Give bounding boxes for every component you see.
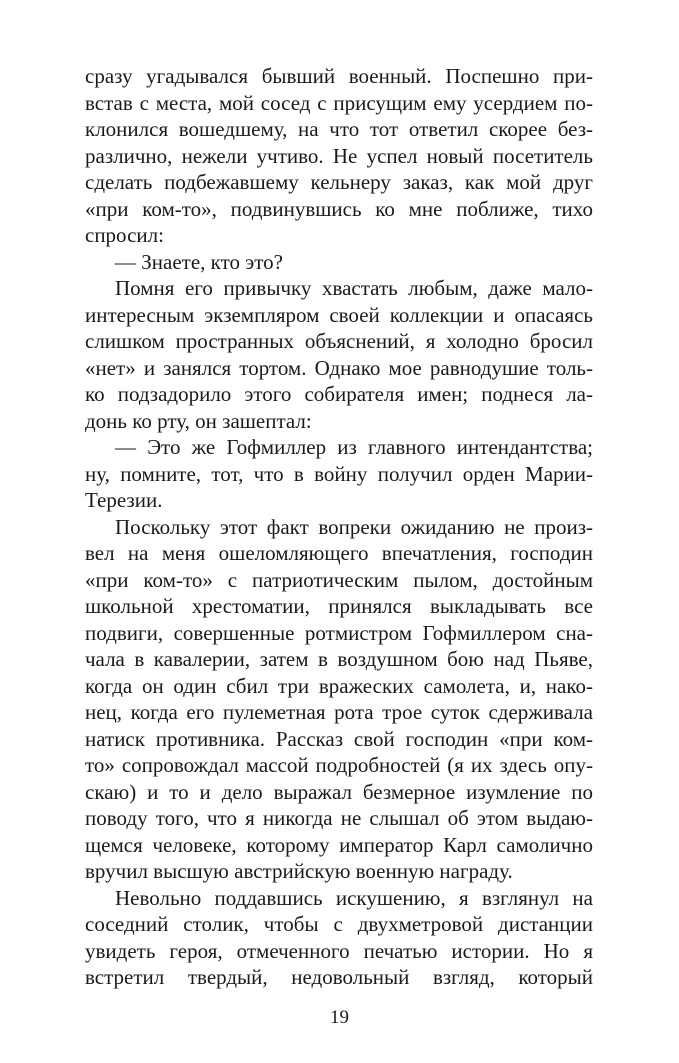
text-line: клонился вошедшему, на что тот ответил скорее без- [85,117,593,141]
text-line: спросил: [85,223,164,247]
text-line: Невольно поддавшись искушению, я взглянул на [115,885,593,910]
text-line: Поскольку этот факт вопреки ожиданию не произ- [115,514,593,539]
text-line: слишком пространных объяснений, я холодно бросил [85,329,593,353]
text-line: встретил твердый, недовольный взгляд, который [85,965,593,989]
text-line: чала в кавалерии, затем в воздушном бою над Пьяве, [85,647,593,671]
text-line: увидеть героя, отмеченного печатью истории. Но я [85,938,593,963]
text-line: щемся человеке, которому император Карл самолично [85,832,593,857]
text-line: донь ко рту, он зашептал: [85,408,312,433]
text-line: скаю) и то и дело выражал безмерное изумление по [85,779,593,804]
text-line: «нет» и занялся тортом. Однако мое равнодушие толь- [85,355,593,380]
text-line: сделать подбежавшему кельнеру заказ, как мой друг [85,170,593,194]
text-line: «при ком-то» с патриотическим пылом, достойным [85,567,593,592]
text-line: ко подзадорило этого собирателя имен; поднеся ла- [85,382,593,406]
text-line: вел на меня ошеломляющего впечатления, господин [85,541,593,565]
text-line: натиск противника. Рассказ свой господин «при ком- [85,726,593,751]
text-line: поводу того, что я никогда не слышал об этом выдаю- [85,806,593,830]
text-line: Помня его привычку хвастать любым, даже мало- [115,276,593,300]
text-line: встав с места, мой сосед с присущим ему усердием по- [85,90,593,115]
text-line: соседний столик, чтобы с двухметровой дистанции [85,912,593,936]
text-line: вручил высшую австрийскую военную награду. [85,859,513,883]
text-line: Терезии. [85,488,163,512]
text-line: — Знаете, кто это? [115,249,283,274]
text-line: нец, когда его пулеметная рота трое суток сдерживала [85,700,593,724]
text-line: различно, нежели учтиво. Не успел новый посетитель [85,143,593,168]
text-line: подвиги, совершенные ротмистром Гофмиллером сна- [85,620,593,645]
page-number: 19 [330,1007,349,1028]
text-line: то» сопровождал массой подробностей (я их здесь опу- [85,753,593,777]
text-line: интересным экземпляром своей коллекции и опасаясь [85,302,593,327]
text-line: когда он один сбил три вражеских самолета, и, нако- [85,673,593,698]
text-line: сразу угадывался бывший военный. Поспешно при- [85,64,593,88]
text-block [85,63,593,991]
text-line: — Это же Гофмиллер из главного интендантства; [115,435,593,459]
text-line: ну, помните, тот, что в войну получил орден Марии- [85,461,593,486]
text-line: школьной хрестоматии, принялся выкладывать все [85,594,593,618]
text-line: «при ком-то», подвинувшись ко мне поближе, тихо [85,196,593,221]
